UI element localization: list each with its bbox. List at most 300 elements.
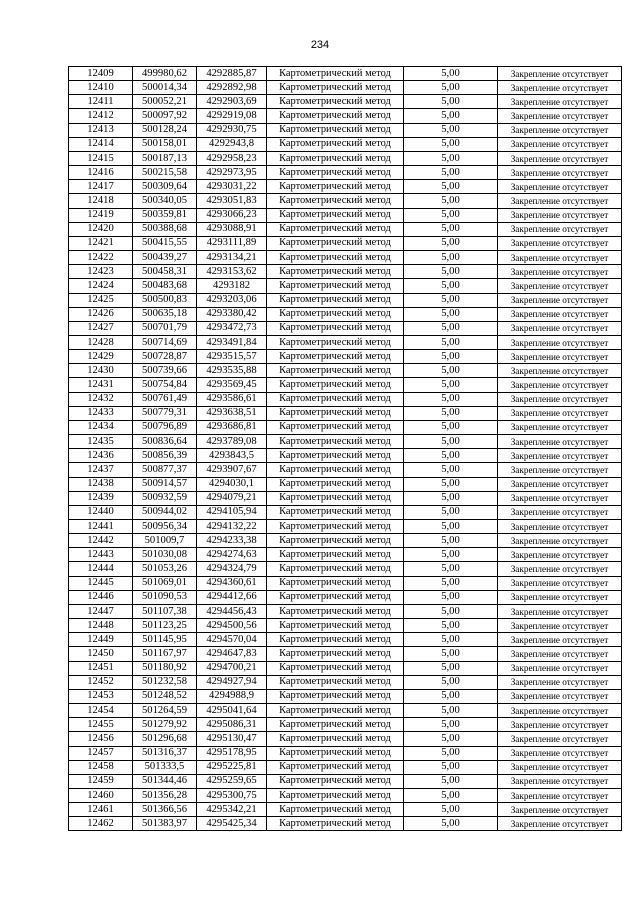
cell-y-coordinate: 4293051,83 <box>197 194 267 208</box>
cell-accuracy: 5,00 <box>404 406 498 420</box>
cell-y-coordinate: 4294105,94 <box>197 505 267 519</box>
cell-x-coordinate: 500836,64 <box>133 435 197 449</box>
cell-method: Картометрический метод <box>267 279 404 293</box>
cell-x-coordinate: 500956,34 <box>133 520 197 534</box>
cell-method: Картометрический метод <box>267 661 404 675</box>
cell-fixation-note: Закрепление отсутствует <box>498 137 622 151</box>
cell-method: Картометрический метод <box>267 236 404 250</box>
cell-method: Картометрический метод <box>267 449 404 463</box>
cell-x-coordinate: 501344,46 <box>133 774 197 788</box>
cell-accuracy: 5,00 <box>404 491 498 505</box>
table-row <box>69 619 622 633</box>
cell-y-coordinate: 4292930,75 <box>197 123 267 137</box>
cell-fixation-note: Закрепление отсутствует <box>498 803 622 817</box>
cell-point-number: 12444 <box>69 562 133 576</box>
table-row <box>69 534 622 548</box>
cell-x-coordinate: 501248,52 <box>133 689 197 703</box>
cell-y-coordinate: 4294700,21 <box>197 661 267 675</box>
cell-fixation-note: Закрепление отсутствует <box>498 689 622 703</box>
cell-fixation-note: Закрепление отсутствует <box>498 95 622 109</box>
cell-accuracy: 5,00 <box>404 251 498 265</box>
cell-point-number: 12454 <box>69 704 133 718</box>
cell-y-coordinate: 4293638,51 <box>197 406 267 420</box>
table-row <box>69 788 622 802</box>
cell-method: Картометрический метод <box>267 95 404 109</box>
table-row <box>69 647 622 661</box>
cell-point-number: 12436 <box>69 449 133 463</box>
cell-accuracy: 5,00 <box>404 293 498 307</box>
cell-fixation-note: Закрепление отсутствует <box>498 123 622 137</box>
cell-fixation-note: Закрепление отсутствует <box>498 236 622 250</box>
cell-fixation-note: Закрепление отсутствует <box>498 562 622 576</box>
cell-accuracy: 5,00 <box>404 576 498 590</box>
cell-fixation-note: Закрепление отсутствует <box>498 364 622 378</box>
cell-accuracy: 5,00 <box>404 788 498 802</box>
cell-method: Картометрический метод <box>267 251 404 265</box>
cell-y-coordinate: 4293380,42 <box>197 307 267 321</box>
cell-point-number: 12443 <box>69 548 133 562</box>
table-row <box>69 562 622 576</box>
cell-point-number: 12434 <box>69 420 133 434</box>
cell-method: Картометрический метод <box>267 704 404 718</box>
cell-x-coordinate: 501264,59 <box>133 704 197 718</box>
cell-accuracy: 5,00 <box>404 364 498 378</box>
cell-x-coordinate: 501123,25 <box>133 619 197 633</box>
table-row <box>69 350 622 364</box>
cell-method: Картометрический метод <box>267 222 404 236</box>
cell-x-coordinate: 501296,68 <box>133 732 197 746</box>
cell-point-number: 12412 <box>69 109 133 123</box>
cell-accuracy: 5,00 <box>404 520 498 534</box>
cell-method: Картометрический метод <box>267 760 404 774</box>
cell-y-coordinate: 4294233,38 <box>197 534 267 548</box>
cell-x-coordinate: 500439,27 <box>133 251 197 265</box>
cell-y-coordinate: 4293472,73 <box>197 321 267 335</box>
cell-method: Картометрический метод <box>267 803 404 817</box>
cell-point-number: 12424 <box>69 279 133 293</box>
cell-x-coordinate: 500014,34 <box>133 81 197 95</box>
cell-method: Картометрический метод <box>267 562 404 576</box>
cell-point-number: 12420 <box>69 222 133 236</box>
cell-x-coordinate: 501279,92 <box>133 718 197 732</box>
cell-accuracy: 5,00 <box>404 194 498 208</box>
cell-point-number: 12446 <box>69 590 133 604</box>
cell-fixation-note: Закрепление отсутствует <box>498 505 622 519</box>
table-row <box>69 704 622 718</box>
cell-method: Картометрический метод <box>267 265 404 279</box>
cell-method: Картометрический метод <box>267 718 404 732</box>
cell-fixation-note: Закрепление отсутствует <box>498 534 622 548</box>
cell-x-coordinate: 501107,38 <box>133 604 197 618</box>
table-row <box>69 576 622 590</box>
cell-y-coordinate: 4295225,81 <box>197 760 267 774</box>
cell-x-coordinate: 500728,87 <box>133 350 197 364</box>
cell-x-coordinate: 500944,02 <box>133 505 197 519</box>
cell-y-coordinate: 4295342,21 <box>197 803 267 817</box>
cell-fixation-note: Закрепление отсутствует <box>498 335 622 349</box>
cell-point-number: 12447 <box>69 604 133 618</box>
cell-fixation-note: Закрепление отсутствует <box>498 732 622 746</box>
table-row <box>69 222 622 236</box>
cell-fixation-note: Закрепление отсутствует <box>498 67 622 81</box>
cell-accuracy: 5,00 <box>404 803 498 817</box>
cell-x-coordinate: 500415,55 <box>133 236 197 250</box>
cell-method: Картометрический метод <box>267 137 404 151</box>
table-row <box>69 548 622 562</box>
cell-fixation-note: Закрепление отсутствует <box>498 420 622 434</box>
cell-y-coordinate: 4293843,5 <box>197 449 267 463</box>
cell-fixation-note: Закрепление отсутствует <box>498 633 622 647</box>
cell-accuracy: 5,00 <box>404 378 498 392</box>
cell-x-coordinate: 499980,62 <box>133 67 197 81</box>
cell-accuracy: 5,00 <box>404 335 498 349</box>
cell-x-coordinate: 500914,57 <box>133 477 197 491</box>
cell-y-coordinate: 4294274,63 <box>197 548 267 562</box>
cell-accuracy: 5,00 <box>404 109 498 123</box>
cell-accuracy: 5,00 <box>404 123 498 137</box>
cell-point-number: 12459 <box>69 774 133 788</box>
cell-point-number: 12462 <box>69 817 133 831</box>
table-row <box>69 307 622 321</box>
cell-fixation-note: Закрепление отсутствует <box>498 774 622 788</box>
cell-point-number: 12438 <box>69 477 133 491</box>
cell-fixation-note: Закрепление отсутствует <box>498 604 622 618</box>
cell-method: Картометрический метод <box>267 604 404 618</box>
cell-y-coordinate: 4293031,22 <box>197 180 267 194</box>
table-row <box>69 151 622 165</box>
cell-point-number: 12460 <box>69 788 133 802</box>
cell-y-coordinate: 4294030,1 <box>197 477 267 491</box>
cell-point-number: 12451 <box>69 661 133 675</box>
cell-y-coordinate: 4295300,75 <box>197 788 267 802</box>
cell-point-number: 12410 <box>69 81 133 95</box>
cell-x-coordinate: 500856,39 <box>133 449 197 463</box>
cell-x-coordinate: 500761,49 <box>133 392 197 406</box>
cell-point-number: 12450 <box>69 647 133 661</box>
cell-x-coordinate: 501030,08 <box>133 548 197 562</box>
cell-point-number: 12432 <box>69 392 133 406</box>
table-row <box>69 817 622 831</box>
cell-y-coordinate: 4294324,79 <box>197 562 267 576</box>
cell-y-coordinate: 4294927,94 <box>197 675 267 689</box>
cell-accuracy: 5,00 <box>404 307 498 321</box>
cell-accuracy: 5,00 <box>404 647 498 661</box>
table-row <box>69 718 622 732</box>
cell-y-coordinate: 4293203,06 <box>197 293 267 307</box>
cell-method: Картометрический метод <box>267 335 404 349</box>
cell-point-number: 12413 <box>69 123 133 137</box>
cell-method: Картометрический метод <box>267 548 404 562</box>
cell-method: Картометрический метод <box>267 477 404 491</box>
cell-accuracy: 5,00 <box>404 151 498 165</box>
cell-point-number: 12425 <box>69 293 133 307</box>
cell-method: Картометрический метод <box>267 392 404 406</box>
cell-y-coordinate: 4295259,65 <box>197 774 267 788</box>
cell-accuracy: 5,00 <box>404 633 498 647</box>
cell-fixation-note: Закрепление отсутствует <box>498 293 622 307</box>
cell-y-coordinate: 4293569,45 <box>197 378 267 392</box>
cell-method: Картометрический метод <box>267 746 404 760</box>
cell-accuracy: 5,00 <box>404 534 498 548</box>
cell-y-coordinate: 4293907,67 <box>197 463 267 477</box>
cell-fixation-note: Закрепление отсутствует <box>498 435 622 449</box>
table-row <box>69 449 622 463</box>
table-row <box>69 109 622 123</box>
table-row <box>69 463 622 477</box>
cell-accuracy: 5,00 <box>404 166 498 180</box>
table-row <box>69 491 622 505</box>
cell-y-coordinate: 4293535,88 <box>197 364 267 378</box>
table-row <box>69 137 622 151</box>
table-row <box>69 477 622 491</box>
cell-x-coordinate: 501069,01 <box>133 576 197 590</box>
cell-y-coordinate: 4292892,98 <box>197 81 267 95</box>
cell-accuracy: 5,00 <box>404 704 498 718</box>
cell-point-number: 12439 <box>69 491 133 505</box>
cell-point-number: 12461 <box>69 803 133 817</box>
cell-x-coordinate: 500215,58 <box>133 166 197 180</box>
cell-accuracy: 5,00 <box>404 548 498 562</box>
table-row <box>69 590 622 604</box>
table-row <box>69 236 622 250</box>
page-number: 234 <box>310 39 330 51</box>
cell-x-coordinate: 500877,37 <box>133 463 197 477</box>
cell-x-coordinate: 500635,18 <box>133 307 197 321</box>
table-row <box>69 392 622 406</box>
table-row <box>69 321 622 335</box>
cell-point-number: 12418 <box>69 194 133 208</box>
cell-y-coordinate: 4294360,61 <box>197 576 267 590</box>
cell-fixation-note: Закрепление отсутствует <box>498 151 622 165</box>
cell-y-coordinate: 4295041,64 <box>197 704 267 718</box>
cell-point-number: 12428 <box>69 335 133 349</box>
cell-x-coordinate: 500754,84 <box>133 378 197 392</box>
cell-fixation-note: Закрепление отсутствует <box>498 590 622 604</box>
cell-x-coordinate: 500932,59 <box>133 491 197 505</box>
cell-fixation-note: Закрепление отсутствует <box>498 307 622 321</box>
cell-fixation-note: Закрепление отсутствует <box>498 675 622 689</box>
cell-x-coordinate: 500779,31 <box>133 406 197 420</box>
cell-point-number: 12435 <box>69 435 133 449</box>
cell-accuracy: 5,00 <box>404 350 498 364</box>
cell-fixation-note: Закрепление отсутствует <box>498 477 622 491</box>
table-row <box>69 364 622 378</box>
cell-method: Картометрический метод <box>267 590 404 604</box>
table-row <box>69 180 622 194</box>
cell-accuracy: 5,00 <box>404 95 498 109</box>
cell-point-number: 12419 <box>69 208 133 222</box>
table-row <box>69 803 622 817</box>
cell-point-number: 12452 <box>69 675 133 689</box>
cell-accuracy: 5,00 <box>404 718 498 732</box>
cell-accuracy: 5,00 <box>404 774 498 788</box>
cell-fixation-note: Закрепление отсутствует <box>498 647 622 661</box>
cell-y-coordinate: 4293134,21 <box>197 251 267 265</box>
cell-y-coordinate: 4293111,89 <box>197 236 267 250</box>
cell-x-coordinate: 500483,68 <box>133 279 197 293</box>
cell-x-coordinate: 501053,26 <box>133 562 197 576</box>
cell-point-number: 12431 <box>69 378 133 392</box>
table-row <box>69 279 622 293</box>
cell-y-coordinate: 4293515,57 <box>197 350 267 364</box>
cell-y-coordinate: 4293686,81 <box>197 420 267 434</box>
cell-point-number: 12409 <box>69 67 133 81</box>
cell-method: Картометрический метод <box>267 576 404 590</box>
table-row <box>69 95 622 109</box>
cell-method: Картометрический метод <box>267 109 404 123</box>
cell-y-coordinate: 4295130,47 <box>197 732 267 746</box>
cell-fixation-note: Закрепление отсутствует <box>498 576 622 590</box>
cell-x-coordinate: 501145,95 <box>133 633 197 647</box>
cell-y-coordinate: 4293586,61 <box>197 392 267 406</box>
table-row <box>69 774 622 788</box>
cell-fixation-note: Закрепление отсутствует <box>498 251 622 265</box>
table-row <box>69 746 622 760</box>
cell-x-coordinate: 501383,97 <box>133 817 197 831</box>
cell-fixation-note: Закрепление отсутствует <box>498 491 622 505</box>
table-row <box>69 265 622 279</box>
coordinates-table <box>68 66 622 831</box>
cell-accuracy: 5,00 <box>404 180 498 194</box>
cell-fixation-note: Закрепление отсутствует <box>498 548 622 562</box>
cell-fixation-note: Закрепление отсутствует <box>498 817 622 831</box>
cell-fixation-note: Закрепление отсутствует <box>498 718 622 732</box>
cell-x-coordinate: 500388,68 <box>133 222 197 236</box>
cell-fixation-note: Закрепление отсутствует <box>498 222 622 236</box>
cell-x-coordinate: 501232,58 <box>133 675 197 689</box>
cell-point-number: 12456 <box>69 732 133 746</box>
cell-x-coordinate: 500097,92 <box>133 109 197 123</box>
table-row <box>69 689 622 703</box>
cell-point-number: 12429 <box>69 350 133 364</box>
table-row <box>69 251 622 265</box>
cell-method: Картометрический метод <box>267 67 404 81</box>
cell-y-coordinate: 4294570,04 <box>197 633 267 647</box>
cell-accuracy: 5,00 <box>404 236 498 250</box>
cell-fixation-note: Закрепление отсутствует <box>498 350 622 364</box>
table-row <box>69 661 622 675</box>
cell-point-number: 12430 <box>69 364 133 378</box>
cell-fixation-note: Закрепление отсутствует <box>498 166 622 180</box>
cell-fixation-note: Закрепление отсутствует <box>498 208 622 222</box>
table-row <box>69 406 622 420</box>
cell-accuracy: 5,00 <box>404 619 498 633</box>
cell-y-coordinate: 4293182 <box>197 279 267 293</box>
cell-accuracy: 5,00 <box>404 265 498 279</box>
table-row <box>69 378 622 392</box>
cell-fixation-note: Закрепление отсутствует <box>498 760 622 774</box>
cell-point-number: 12416 <box>69 166 133 180</box>
cell-method: Картометрический метод <box>267 689 404 703</box>
cell-fixation-note: Закрепление отсутствует <box>498 619 622 633</box>
table-row <box>69 81 622 95</box>
table-row <box>69 293 622 307</box>
cell-point-number: 12442 <box>69 534 133 548</box>
cell-y-coordinate: 4292903,69 <box>197 95 267 109</box>
cell-point-number: 12426 <box>69 307 133 321</box>
cell-accuracy: 5,00 <box>404 732 498 746</box>
cell-accuracy: 5,00 <box>404 67 498 81</box>
cell-fixation-note: Закрепление отсутствует <box>498 392 622 406</box>
table-row <box>69 208 622 222</box>
cell-accuracy: 5,00 <box>404 746 498 760</box>
cell-fixation-note: Закрепление отсутствует <box>498 265 622 279</box>
cell-accuracy: 5,00 <box>404 817 498 831</box>
cell-x-coordinate: 500701,79 <box>133 321 197 335</box>
cell-method: Картометрический метод <box>267 208 404 222</box>
table-row <box>69 67 622 81</box>
cell-x-coordinate: 500158,01 <box>133 137 197 151</box>
cell-point-number: 12417 <box>69 180 133 194</box>
cell-x-coordinate: 500739,66 <box>133 364 197 378</box>
cell-y-coordinate: 4292943,8 <box>197 137 267 151</box>
cell-accuracy: 5,00 <box>404 420 498 434</box>
cell-method: Картометрический метод <box>267 151 404 165</box>
cell-y-coordinate: 4295425,34 <box>197 817 267 831</box>
cell-method: Картометрический метод <box>267 788 404 802</box>
table-row <box>69 435 622 449</box>
table-row <box>69 675 622 689</box>
cell-accuracy: 5,00 <box>404 590 498 604</box>
cell-x-coordinate: 500187,13 <box>133 151 197 165</box>
cell-x-coordinate: 501356,28 <box>133 788 197 802</box>
cell-method: Картометрический метод <box>267 321 404 335</box>
cell-accuracy: 5,00 <box>404 208 498 222</box>
cell-x-coordinate: 500128,24 <box>133 123 197 137</box>
table-row <box>69 420 622 434</box>
cell-accuracy: 5,00 <box>404 222 498 236</box>
cell-method: Картометрический метод <box>267 774 404 788</box>
cell-fixation-note: Закрепление отсутствует <box>498 321 622 335</box>
cell-y-coordinate: 4292958,23 <box>197 151 267 165</box>
cell-y-coordinate: 4292973,95 <box>197 166 267 180</box>
cell-y-coordinate: 4292919,08 <box>197 109 267 123</box>
cell-point-number: 12445 <box>69 576 133 590</box>
cell-point-number: 12422 <box>69 251 133 265</box>
cell-y-coordinate: 4294132,22 <box>197 520 267 534</box>
cell-y-coordinate: 4294079,21 <box>197 491 267 505</box>
cell-method: Картометрический метод <box>267 180 404 194</box>
cell-method: Картометрический метод <box>267 647 404 661</box>
cell-fixation-note: Закрепление отсутствует <box>498 109 622 123</box>
cell-point-number: 12453 <box>69 689 133 703</box>
cell-method: Картометрический метод <box>267 520 404 534</box>
cell-y-coordinate: 4294456,43 <box>197 604 267 618</box>
cell-x-coordinate: 501333,5 <box>133 760 197 774</box>
cell-method: Картометрический метод <box>267 633 404 647</box>
cell-accuracy: 5,00 <box>404 279 498 293</box>
cell-method: Картометрический метод <box>267 732 404 746</box>
table-row <box>69 505 622 519</box>
cell-y-coordinate: 4294412,66 <box>197 590 267 604</box>
cell-method: Картометрический метод <box>267 81 404 95</box>
table-row <box>69 123 622 137</box>
cell-accuracy: 5,00 <box>404 477 498 491</box>
cell-accuracy: 5,00 <box>404 463 498 477</box>
cell-fixation-note: Закрепление отсутствует <box>498 449 622 463</box>
cell-method: Картометрический метод <box>267 166 404 180</box>
table-row <box>69 335 622 349</box>
cell-point-number: 12440 <box>69 505 133 519</box>
cell-point-number: 12441 <box>69 520 133 534</box>
cell-method: Картометрический метод <box>267 406 404 420</box>
cell-accuracy: 5,00 <box>404 137 498 151</box>
cell-x-coordinate: 501009,7 <box>133 534 197 548</box>
cell-x-coordinate: 501167,97 <box>133 647 197 661</box>
cell-accuracy: 5,00 <box>404 505 498 519</box>
cell-x-coordinate: 501316,37 <box>133 746 197 760</box>
cell-x-coordinate: 500796,89 <box>133 420 197 434</box>
